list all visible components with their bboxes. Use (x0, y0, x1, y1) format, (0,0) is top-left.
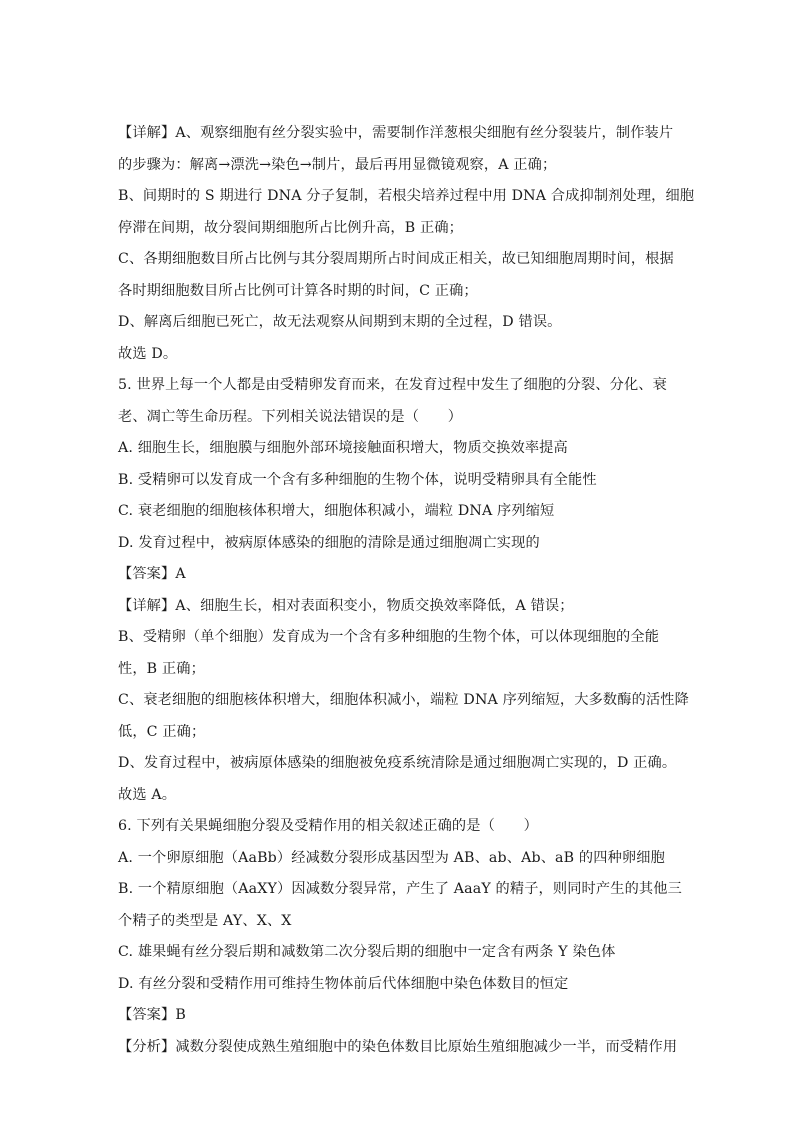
question-5-stem: 老、凋亡等生命历程。下列相关说法错误的是（ ） (118, 408, 463, 425)
text-line: 故选 A。 (118, 786, 177, 803)
text-line: B、受精卵（单个细胞）发育成为一个含有多种细胞的生物个体，可以体现细胞的全能 (118, 629, 660, 645)
text-line: 各时期细胞数目所占比例可计算各时期的时间，C 正确； (118, 282, 478, 299)
document-page (118, 118, 695, 1063)
option-a: A. 一个卵原细胞（AaBb）经减数分裂形成基因型为 AB、ab、Ab、aB 的四种卵细胞 (118, 849, 665, 866)
question-5-stem: 5. 世界上每一个人都是由受精卵发育而来，在发育过程中发生了细胞的分裂、分化、衰 (118, 377, 667, 393)
text-line: 停滞在间期，故分裂间期细胞所占比例升高，B 正确； (118, 219, 463, 236)
text-line: 性，B 正确； (118, 660, 205, 677)
analysis-line: 【分析】减数分裂使成熟生殖细胞中的染色体数目比原始生殖细胞减少一半，而受精作用 (118, 1038, 678, 1055)
option-b: B. 受精卵可以发育成一个含有多种细胞的生物个体，说明受精卵具有全能性 (118, 471, 597, 488)
answer-label: 【答案】A (118, 566, 186, 582)
option-c: C. 衰老细胞的细胞核体积增大，细胞体积减小，端粒 DNA 序列缩短 (118, 503, 555, 519)
option-d: D. 有丝分裂和受精作用可维持生物体前后代体细胞中染色体数目的恒定 (118, 975, 569, 992)
question-6-stem: 6. 下列有关果蝇细胞分裂及受精作用的相关叙述正确的是（ ） (118, 818, 538, 834)
text-line: 【详解】A、细胞生长，相对表面积变小，物质交换效率降低，A 错误； (118, 597, 574, 614)
option-b: 个精子的类型是 AY、X、X (118, 912, 292, 929)
option-d: D. 发育过程中，被病原体感染的细胞的清除是通过细胞凋亡实现的 (118, 534, 540, 551)
option-c: C. 雄果蝇有丝分裂后期和减数第二次分裂后期的细胞中一定含有两条 Y 染色体 (118, 944, 616, 960)
text-line: C、各期细胞数目所占比例与其分裂周期所占时间成正相关，故已知细胞周期时间，根据 (118, 251, 674, 267)
answer-label: 【答案】B (118, 1007, 186, 1023)
text-line: 低，C 正确； (118, 723, 206, 740)
text-line: 的步骤为：解离→漂洗→染色→制片，最后再用显微镜观察，A 正确； (118, 156, 557, 173)
text-line: 【详解】A、观察细胞有丝分裂实验中，需要制作洋葱根尖细胞有丝分裂装片，制作装片 (118, 125, 674, 141)
text-line: D、解离后细胞已死亡，故无法观察从间期到末期的全过程，D 错误。 (118, 314, 562, 330)
text-line: B、间期时的 S 期进行 DNA 分子复制，若根尖培养过程中用 DNA 合成抑制剂处理，细胞 (118, 188, 695, 204)
text-line: D、发育过程中，被病原体感染的细胞被免疫系统清除是通过细胞凋亡实现的，D 正确。 (118, 755, 677, 771)
text-line: C、衰老细胞的细胞核体积增大，细胞体积减小，端粒 DNA 序列缩短，大多数酶的活性降 (118, 692, 689, 708)
text-line: 故选 D。 (118, 345, 178, 362)
option-b: B. 一个精原细胞（AaXY）因减数分裂异常，产生了 AaaY 的精子，则同时产生的其他三 (118, 881, 682, 897)
option-a: A. 细胞生长，细胞膜与细胞外部环境接触面积增大，物质交换效率提高 (118, 440, 568, 456)
